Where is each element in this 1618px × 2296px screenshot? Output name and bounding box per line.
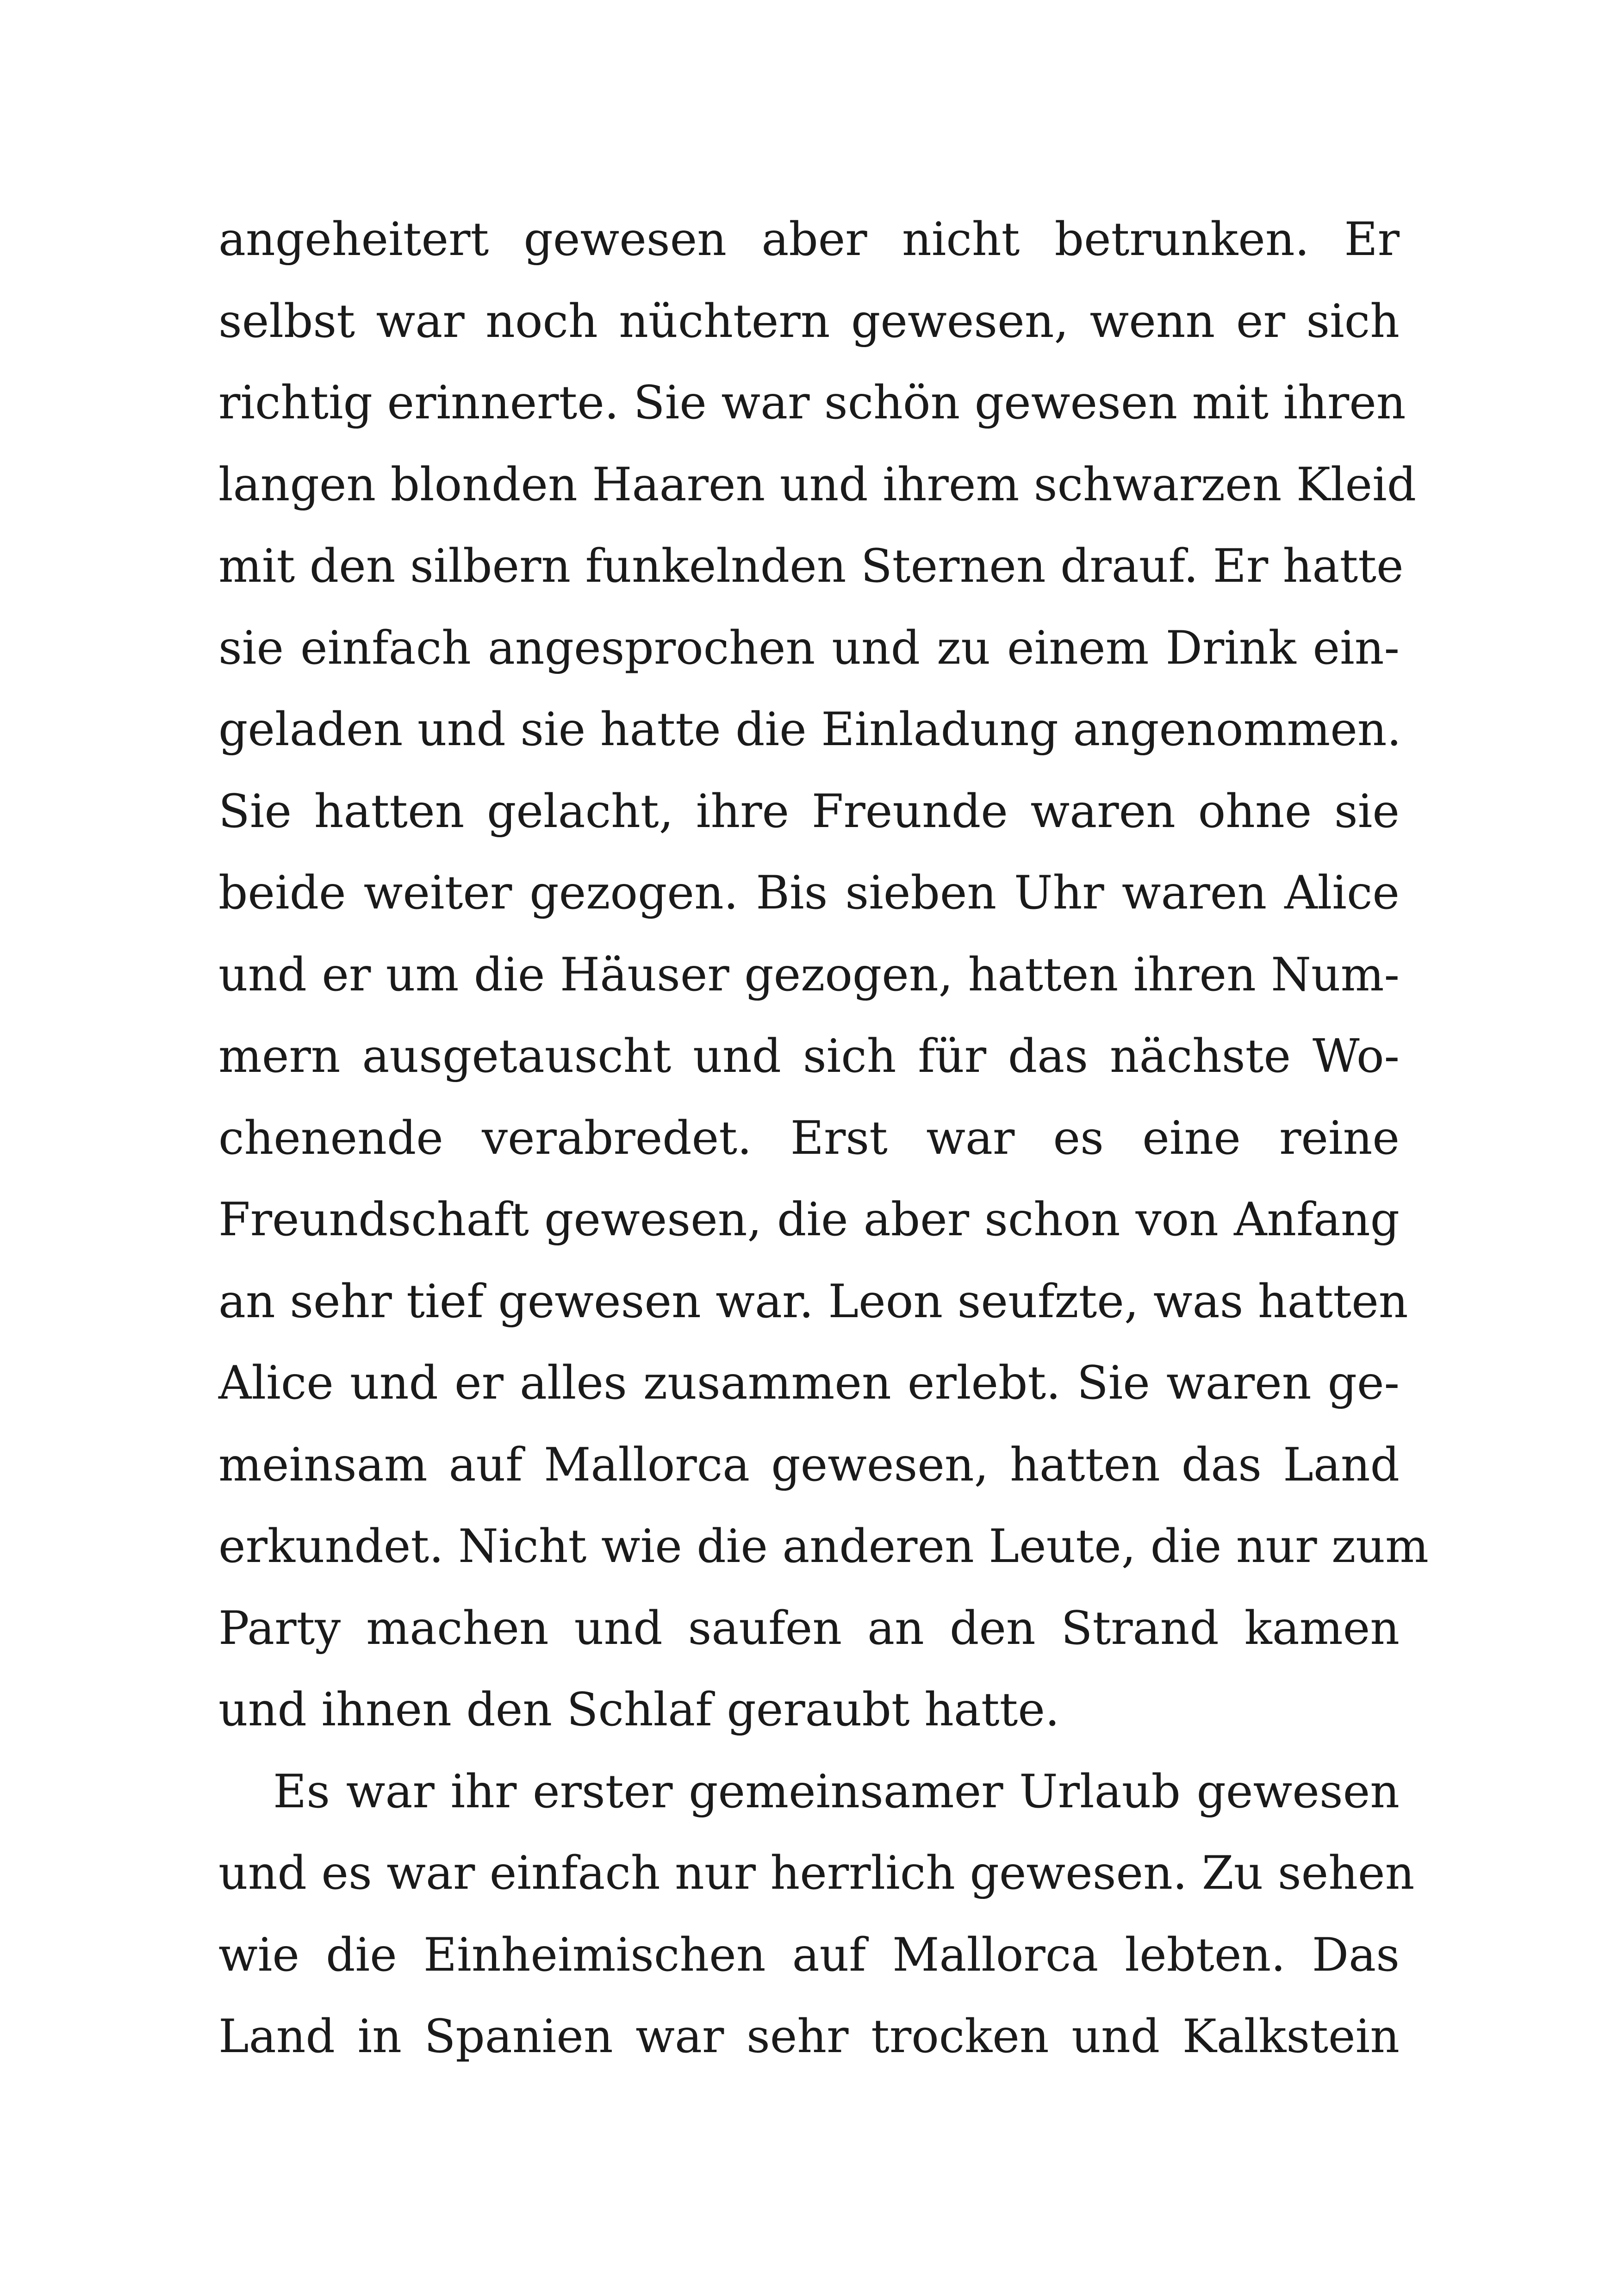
text-line: mit den silbern funkelnden Sternen drauf. Er hatte [218, 540, 1404, 593]
text-line: Sie hatten gelacht, ihre Freunde waren ohne sie [218, 784, 1400, 838]
text-line: und es war einfach nur herrlich gewesen. Zu sehen [218, 1847, 1415, 1900]
text-line: Party machen und saufen an den Strand kamen [218, 1601, 1400, 1655]
text-line: an sehr tief gewesen war. Leon seufzte, was hatten [218, 1275, 1408, 1328]
text-line: und er um die Häuser gezogen, hatten ihren Num- [218, 948, 1400, 1002]
text-line: selbst war noch nüchtern gewesen, wenn er sich [218, 294, 1400, 348]
paragraph-1 [218, 199, 1429, 1751]
text-line: Alice und er alles zusammen erlebt. Sie waren ge- [218, 1356, 1400, 1410]
text-line: beide weiter gezogen. Bis sieben Uhr waren Alice [218, 866, 1400, 920]
text-line: erkundet. Nicht wie die anderen Leute, die nur zum [218, 1520, 1429, 1573]
text-line: angeheitert gewesen aber nicht betrunken. Er [218, 213, 1400, 266]
paragraph-2 [218, 1751, 1415, 2078]
text-line: langen blonden Haaren und ihrem schwarzen Kleid [218, 458, 1417, 511]
text-line: richtig erinnerte. Sie war schön gewesen mit ihren [218, 376, 1406, 429]
text-line: Es war ihr erster gemeinsamer Urlaub gewesen [273, 1765, 1400, 1818]
text-line: und ihnen den Schlaf geraubt hatte. [218, 1683, 1060, 1736]
text-line: chenende verabredet. Erst war es eine reine [218, 1111, 1400, 1165]
text-line: Freundschaft gewesen, die aber schon von Anfang [218, 1193, 1400, 1246]
text-line: Land in Spanien war sehr trocken und Kalkstein [218, 2010, 1400, 2063]
body-text [218, 199, 1429, 2078]
text-line: meinsam auf Mallorca gewesen, hatten das Land [218, 1438, 1400, 1492]
text-line: geladen und sie hatte die Einladung angenommen. [218, 703, 1402, 756]
text-line: mern ausgetauscht und sich für das nächste Wo- [218, 1030, 1400, 1083]
text-line: wie die Einheimischen auf Mallorca lebten. Das [218, 1928, 1400, 1982]
text-line: sie einfach angesprochen und zu einem Drink ein- [218, 621, 1400, 675]
